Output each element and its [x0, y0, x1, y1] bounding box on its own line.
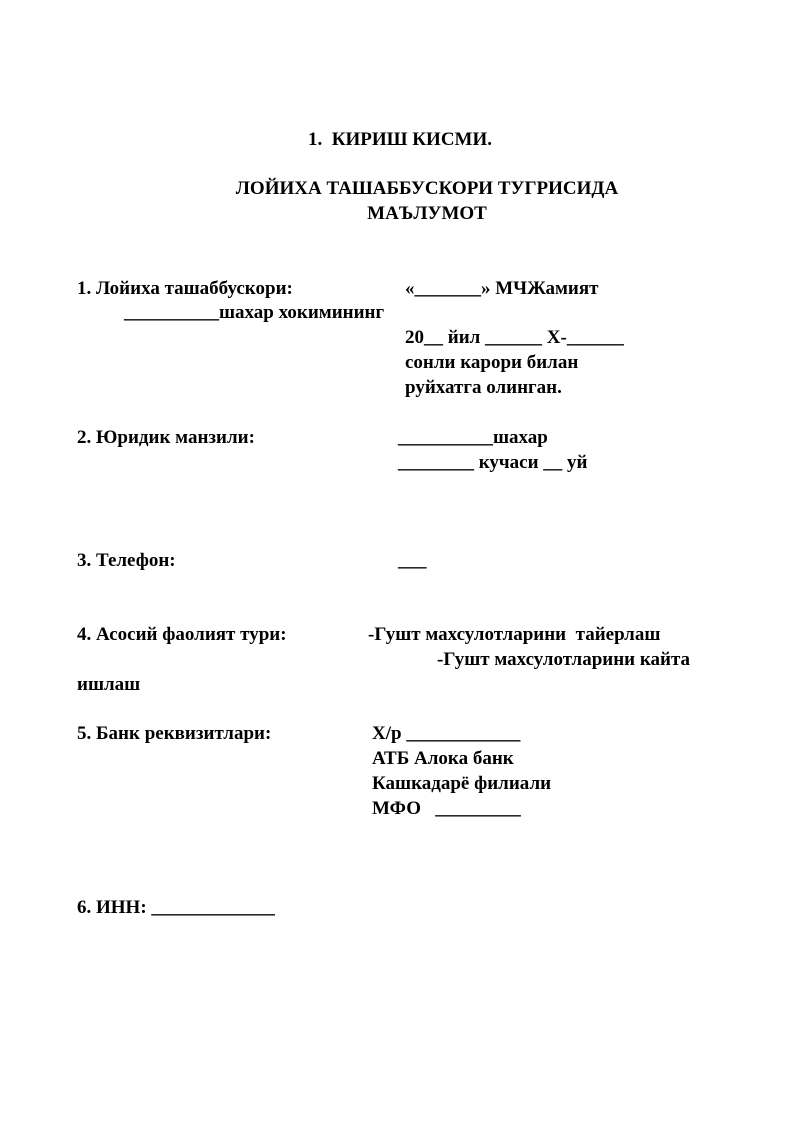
- item4-value-line-1: -Гушт махсулотларини тайерлаш: [368, 624, 661, 645]
- item5-label: 5. Банк реквизитлари:: [77, 723, 272, 744]
- item5-value-line-1: Х/р ____________: [372, 723, 521, 744]
- item3-label: 3. Телефон:: [77, 550, 176, 571]
- item1-value-line-5: руйхатга олинган.: [405, 377, 562, 398]
- item5-value-line-4: МФО _________: [372, 798, 521, 819]
- item2-value-line-2: ________ кучаси __ уй: [398, 452, 588, 473]
- item2-value-line-1: __________шахар: [398, 427, 548, 448]
- item2-label: 2. Юридик манзили:: [77, 427, 255, 448]
- item5-value-line-2: АТБ Алока банк: [372, 748, 514, 769]
- item1-value-line-1: «_______» МЧЖамият: [405, 278, 599, 299]
- item4-label: 4. Асосий фаолият тури:: [77, 624, 287, 645]
- item1-value-line-3: 20__ йил ______ Х-______: [405, 327, 624, 348]
- item1-value-line-2: __________шахар хокимининг: [124, 302, 385, 323]
- section-title: 1. КИРИШ КИСМИ.: [307, 129, 493, 150]
- subtitle-line-1: ЛОЙИХА ТАШАББУСКОРИ ТУГРИСИДА: [235, 178, 619, 199]
- item6-label: 6. ИНН: _____________: [77, 897, 275, 918]
- item4-value-line-3: ишлаш: [77, 674, 141, 695]
- item5-value-line-3: Кашкадарё филиали: [372, 773, 552, 794]
- item1-label: 1. Лойиха ташаббускори:: [77, 278, 293, 299]
- item3-value: ___: [398, 550, 427, 571]
- item1-value-line-4: сонли карори билан: [405, 352, 579, 373]
- subtitle-line-2: МАЪЛУМОТ: [367, 203, 487, 224]
- item4-value-line-2: -Гушт махсулотларини кайта: [437, 649, 691, 670]
